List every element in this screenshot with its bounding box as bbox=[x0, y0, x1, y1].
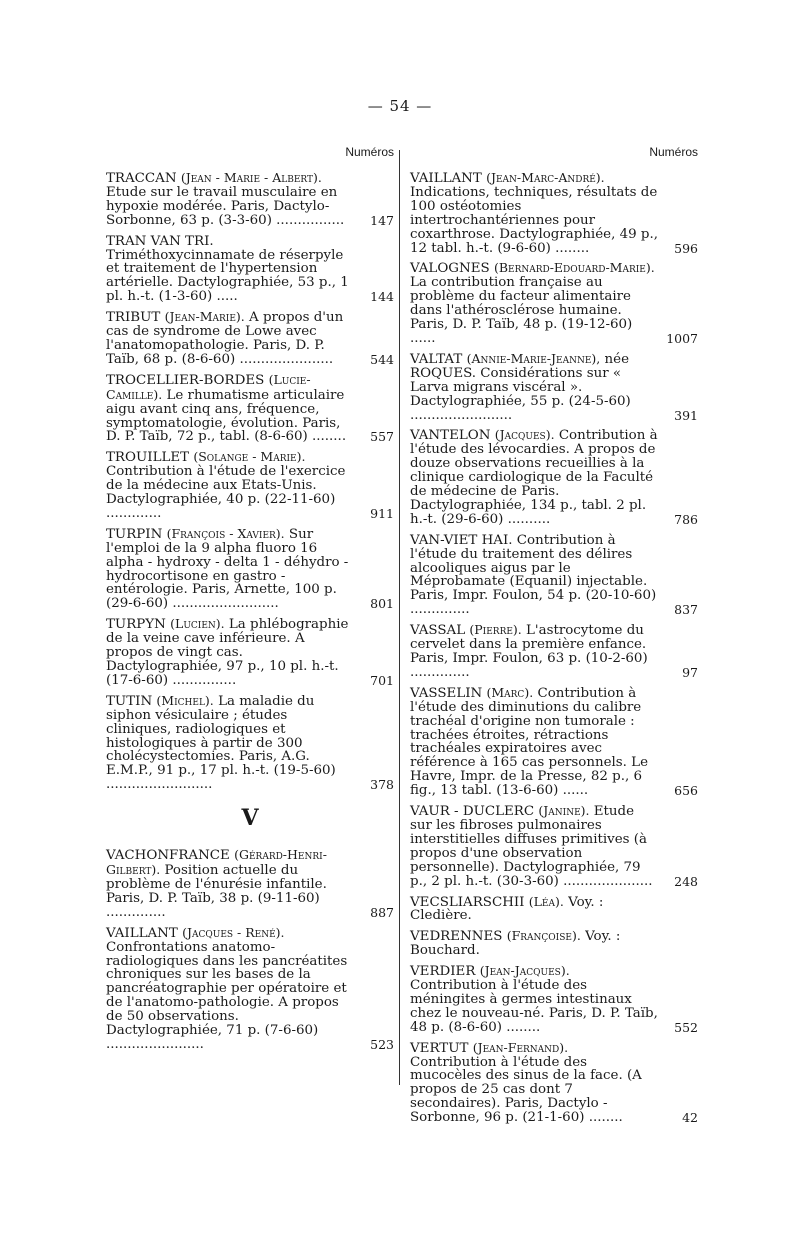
entry-number: 248 bbox=[674, 873, 698, 889]
entry-forename: (Jean-Fernand). bbox=[472, 1039, 569, 1055]
left-entries-before bbox=[106, 171, 394, 792]
entry-name: TUTIN bbox=[106, 693, 153, 709]
entry-forename: (Pierre). bbox=[469, 622, 522, 638]
entry-text: La contribution française au problème du facteur alimentaire dans l'athérosclérose humaine. Paris, D. P. Taïb, 48 p. (19-12-60) ...... bbox=[410, 275, 633, 346]
entry-name: VALTAT bbox=[410, 351, 463, 367]
entry-forename: (Marc). bbox=[486, 684, 534, 700]
index-entry bbox=[410, 929, 698, 958]
index-entry bbox=[410, 171, 698, 255]
entry-name: TROCELLIER-BORDES bbox=[106, 372, 265, 388]
entry-name: VERTUT bbox=[410, 1040, 469, 1056]
index-entry bbox=[410, 686, 698, 798]
entry-forename: (Bernard-Edouard-Marie). bbox=[493, 260, 655, 276]
index-entry bbox=[106, 171, 394, 228]
index-entry bbox=[410, 1041, 698, 1125]
entry-text: Voy. : Cledière. bbox=[410, 894, 604, 924]
entry-text: A propos d'un cas de syndrome de Lowe avec l'anatomopathologie. Paris, D. P. Taïb, 68 p. (8-6-60) ...................... bbox=[106, 310, 344, 367]
entry-forename: (Jacques). bbox=[494, 427, 555, 443]
index-entry bbox=[106, 694, 394, 792]
index-entry bbox=[410, 804, 698, 888]
entry-forename: (Solange - Marie). bbox=[193, 449, 306, 465]
entry-name: VASSAL bbox=[410, 623, 466, 639]
entry-number: 42 bbox=[682, 1110, 698, 1126]
entry-name: TRACCAN bbox=[106, 171, 177, 186]
index-entry bbox=[106, 527, 394, 611]
entry-number: 911 bbox=[370, 505, 394, 521]
entry-number: 837 bbox=[674, 602, 698, 618]
entry-number: 596 bbox=[674, 240, 698, 256]
entry-forename: (Jacques - René). bbox=[182, 924, 285, 940]
entry-name: TURPIN bbox=[106, 526, 163, 542]
entry-number: 144 bbox=[370, 289, 394, 305]
entry-forename: (Gérard-Henri-Gilbert). bbox=[106, 847, 327, 878]
entry-number: 801 bbox=[370, 596, 394, 612]
entry-forename: (Lucien). bbox=[170, 616, 225, 632]
entry-name: TROUILLET bbox=[106, 450, 190, 466]
entry-forename: (Jean-Marc-André). bbox=[486, 170, 605, 185]
entry-number: 97 bbox=[682, 664, 698, 680]
index-entry bbox=[106, 310, 394, 367]
entry-text: Etude sur les fibroses pulmonaires interstitielles diffuses primitives (à propos d'une observation personnelle). Dactylographiée, 79 p., 2 pl. h.-t. (30-3-60) ..................... bbox=[410, 804, 653, 889]
entry-number: 391 bbox=[674, 407, 698, 423]
index-entry bbox=[410, 533, 698, 617]
entry-text: Triméthoxycinnamate de réserpyle et traitement de l'hypertension artérielle. Dactylographiée, 53 p., 1 pl. h.-t. (1-3-60) ..... bbox=[106, 247, 349, 305]
entry-text: Etude sur le travail musculaire en hypoxie modérée. Paris, Dactylo-Sorbonne, 63 p. (3-3-60) ................ bbox=[106, 184, 345, 228]
entry-number: 887 bbox=[370, 904, 394, 920]
left-entries-after bbox=[106, 848, 394, 1052]
entry-forename: (Michel). bbox=[156, 692, 214, 708]
entry-text: Confrontations anatomo-radiologiques dans les pancréatites chroniques sur les bases de la pancréatographie per opératoire et de l'anatomo-pathologie. A propos de 50 observations. Dactylographiée, 71 p. (7-6-60) ....................... bbox=[106, 939, 348, 1052]
entry-name: VANTELON bbox=[410, 428, 491, 444]
right-column-header: Numéros bbox=[649, 145, 698, 159]
entry-text: La maladie du siphon vésiculaire ; études cliniques, radiologiques et histologiques à partir de 300 cholécystectomies. Paris, A.G. E.M.P., 91 p., 17 pl. h.-t. (19-5-60) ......................... bbox=[106, 693, 336, 793]
entry-name: VAILLANT bbox=[106, 925, 178, 941]
index-entry bbox=[106, 373, 394, 445]
entry-name: VAILLANT bbox=[410, 171, 482, 186]
entry-forename: (Françoise). bbox=[506, 928, 581, 944]
entry-number: 557 bbox=[370, 429, 394, 445]
entry-name: VECSLIARSCHII bbox=[410, 894, 525, 910]
index-entry bbox=[410, 623, 698, 680]
entry-name: VEDRENNES bbox=[410, 929, 503, 945]
index-entry bbox=[410, 261, 698, 345]
entry-text: Le rhumatisme articulaire aigu avant cinq ans, fréquence, symptomatologie, évolution. Paris, D. P. Taïb, 72 p., tabl. (8-6-60) ........ bbox=[106, 387, 347, 445]
entry-number: 701 bbox=[370, 672, 394, 688]
entry-text: Sur l'emploi de la 9 alpha fluoro 16 alpha - hydroxy - delta 1 - déhydro - hydrocortisone en gastro - entérologie. Paris, Arnette, 100 p. (29-6-60) ......................... bbox=[106, 526, 349, 612]
entry-text: Contribution à l'étude des diminutions du calibre trachéal d'origine non tumorale : trachées étroites, rétractions trachéales expiratoires avec référence à 165 cas personnels. Le Havre, Impr. de la Presse, 82 p., 6 fig., 13 tabl. (13-6-60) ...... bbox=[410, 685, 648, 799]
entry-number: 656 bbox=[674, 783, 698, 799]
entry-text: Contribution à l'étude des méningites à germes intestinaux chez le nouveau-né. Paris, D. P. Taïb, 48 p. (8-6-60) ........ bbox=[410, 978, 658, 1035]
entry-forename: (Lucie-Camille). bbox=[106, 371, 311, 402]
entry-name: VERDIER bbox=[410, 964, 476, 980]
column-divider bbox=[399, 150, 400, 1085]
entry-text: L'astrocytome du cervelet dans la première enfance. Paris, Impr. Foulon, 63 p. (10-2-60) .............. bbox=[410, 623, 648, 680]
left-column-header: Numéros bbox=[345, 145, 394, 159]
entry-number: 786 bbox=[674, 511, 698, 527]
entry-number: 1007 bbox=[666, 330, 698, 346]
entry-forename: (Jean-Jacques). bbox=[479, 963, 570, 979]
index-entry bbox=[106, 848, 394, 920]
index-entry bbox=[410, 895, 698, 924]
entry-name: TURPYN bbox=[106, 617, 166, 633]
entry-forename: (François - Xavier). bbox=[166, 525, 285, 541]
index-entry bbox=[410, 428, 698, 526]
right-entries bbox=[410, 171, 698, 1125]
index-entry bbox=[106, 234, 394, 305]
entry-text: Contribution à l'étude du traitement des délires alcooliques aigus par le Méprobamate (Equanil) injectable. Paris, Impr. Foulon, 54 p. (20-10-60) .............. bbox=[410, 532, 657, 618]
index-entry bbox=[106, 926, 394, 1052]
entry-forename: (Jean-Marie). bbox=[164, 309, 245, 325]
entry-name: TRIBUT bbox=[106, 310, 161, 326]
page-number: — 54 — bbox=[367, 97, 433, 115]
entry-text: Voy. : Bouchard. bbox=[410, 929, 621, 959]
index-entry bbox=[410, 352, 698, 423]
entry-forename: (Jean - Marie - Albert). bbox=[180, 170, 322, 185]
entry-text: Position actuelle du problème de l'énurésie infantile. Paris, D. P. Taïb, 38 p. (9-11-60) .............. bbox=[106, 863, 327, 920]
entry-text: Indications, techniques, résultats de 100 ostéotomies intertrochantériennes pour coxarthrose. Dactylographiée, 49 p., 12 tabl. h.-t. (9-6-60) ........ bbox=[410, 184, 658, 256]
entry-name: VACHONFRANCE bbox=[106, 848, 230, 864]
entry-number: 523 bbox=[370, 1036, 394, 1052]
entry-name: VALOGNES bbox=[410, 261, 490, 277]
right-column bbox=[410, 145, 698, 1131]
entry-text: Contribution à l'étude des lévocardies. A propos de douze observations recueillies à la clinique cardiologique de la Faculté de médecine de Paris. Dactylographiée, 134 p., tabl. 2 pl. h.-t. (29-6-60) .......... bbox=[410, 428, 658, 527]
entry-name: TRAN VAN TRI. bbox=[106, 233, 214, 249]
entry-name: VAUR - DUCLERC bbox=[410, 804, 535, 820]
index-entry bbox=[410, 964, 698, 1035]
entry-text: Contribution à l'étude de l'exercice de la médecine aux Etats-Unis. Dactylographiée, 40 p. (22-11-60) ............. bbox=[106, 464, 346, 521]
index-entry bbox=[106, 450, 394, 521]
entry-text: née ROQUES. Considérations sur « Larva migrans viscéral ». Dactylographiée, 55 p. (24-5-60) ........................ bbox=[410, 351, 631, 423]
entry-name: VASSELIN bbox=[410, 685, 483, 701]
entry-text: Contribution à l'étude des mucocèles des sinus de la face. (A propos de 25 cas dont 7 secondaires). Paris, Dactylo - Sorbonne, 96 p. (21-1-60) ........ bbox=[410, 1054, 642, 1126]
entry-number: 147 bbox=[370, 212, 394, 228]
left-column bbox=[106, 145, 394, 1058]
entry-number: 544 bbox=[370, 351, 394, 367]
entry-name: VAN-VIET HAI. bbox=[410, 532, 513, 548]
entry-number: 378 bbox=[370, 777, 394, 793]
entry-forename: (Janine). bbox=[538, 803, 590, 819]
entry-forename: (Léa). bbox=[528, 893, 564, 909]
entry-text: La phlébographie de la veine cave inférieure. A propos de vingt cas. Dactylographiée, 97 p., 10 pl. h.-t. (17-6-60) ............... bbox=[106, 617, 349, 688]
section-letter: V bbox=[241, 805, 259, 832]
entry-number: 552 bbox=[674, 1019, 698, 1035]
entry-forename: (Annie-Marie-Jeanne), bbox=[466, 350, 601, 366]
index-entry bbox=[106, 617, 394, 688]
